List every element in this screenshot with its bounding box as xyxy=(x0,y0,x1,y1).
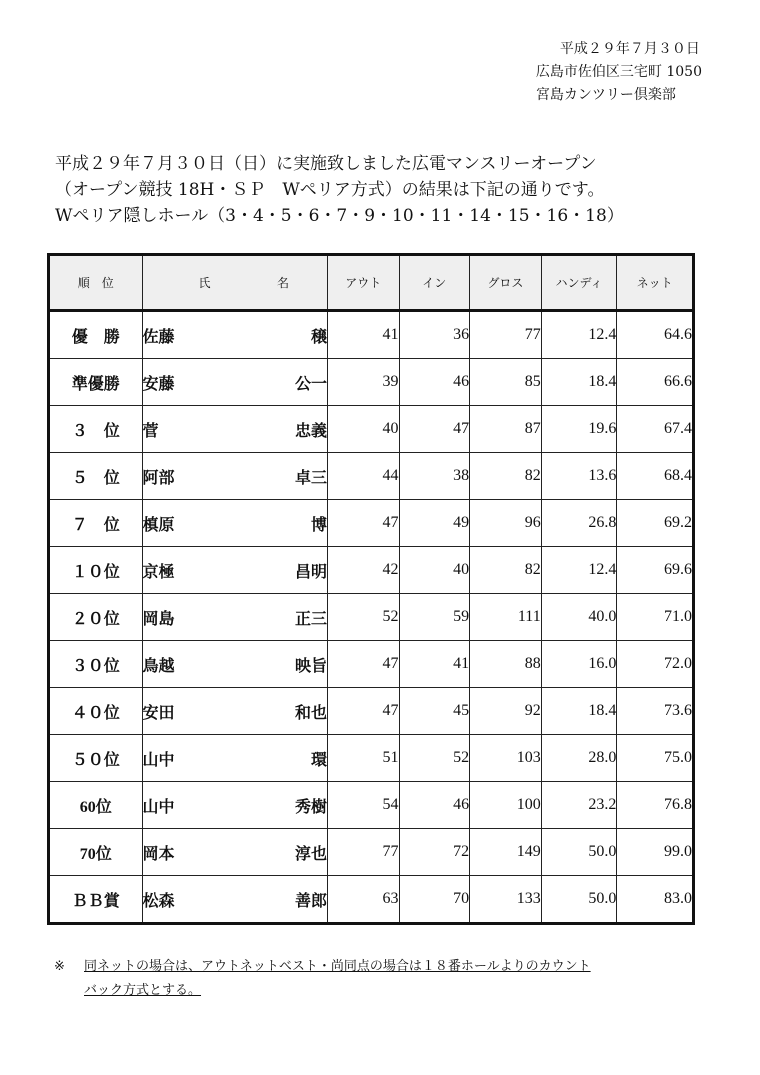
name-cell xyxy=(142,359,327,406)
net-cell: 66.6 xyxy=(617,359,694,406)
header-name-left: 氏 xyxy=(198,276,211,290)
handicap-cell: 23.2 xyxy=(541,782,617,829)
family-name: 山中 xyxy=(142,798,175,816)
handicap-cell: 13.6 xyxy=(541,453,617,500)
gross-cell: 149 xyxy=(470,829,542,876)
rank-cell: １０位 xyxy=(49,547,143,594)
family-name: 山中 xyxy=(142,751,175,769)
family-name: 京極 xyxy=(142,563,175,581)
given-name: 映旨 xyxy=(294,657,327,675)
header-handicap: ハンディ xyxy=(541,255,617,311)
header-name-right: 名 xyxy=(276,276,289,290)
given-name: 公一 xyxy=(294,375,327,393)
header-out: アウト xyxy=(327,255,399,311)
table-row xyxy=(49,641,694,688)
family-name: 岡本 xyxy=(142,845,175,863)
header-in: イン xyxy=(399,255,470,311)
handicap-cell: 50.0 xyxy=(541,876,617,924)
name-cell xyxy=(142,641,327,688)
note-line-2: バック方式とする。 xyxy=(84,983,202,998)
in-cell: 46 xyxy=(399,359,470,406)
net-cell: 83.0 xyxy=(617,876,694,924)
results-table xyxy=(47,253,695,925)
intro-line-1: 平成２９年７月３０日（日）に実施致しました広電マンスリーオープン xyxy=(55,154,597,174)
given-name: 穣 xyxy=(310,328,327,346)
name-cell xyxy=(142,829,327,876)
name-cell xyxy=(142,311,327,359)
table-row xyxy=(49,735,694,782)
out-cell: 51 xyxy=(327,735,399,782)
document-header xyxy=(536,38,702,107)
gross-cell: 77 xyxy=(470,311,542,359)
header-net: ネット xyxy=(617,255,694,311)
out-cell: 44 xyxy=(327,453,399,500)
given-name: 善郎 xyxy=(294,892,327,910)
table-row xyxy=(49,500,694,547)
handicap-cell: 26.8 xyxy=(541,500,617,547)
note-line-1: 同ネットの場合は、アウトネットベスト・尚同点の場合は１８番ホールよりのカウント xyxy=(84,959,591,974)
handicap-cell: 18.4 xyxy=(541,688,617,735)
table-header-row xyxy=(49,255,694,311)
rank-cell: ７ 位 xyxy=(49,500,143,547)
given-name: 和也 xyxy=(294,704,327,722)
out-cell: 47 xyxy=(327,500,399,547)
family-name: 安藤 xyxy=(142,375,175,393)
given-name: 淳也 xyxy=(294,845,327,863)
family-name: 菅 xyxy=(142,422,159,440)
net-cell: 99.0 xyxy=(617,829,694,876)
table-row xyxy=(49,829,694,876)
table-row xyxy=(49,311,694,359)
in-cell: 49 xyxy=(399,500,470,547)
rank-cell: 準優勝 xyxy=(49,359,143,406)
name-cell xyxy=(142,547,327,594)
gross-cell: 96 xyxy=(470,500,542,547)
rank-cell: ５０位 xyxy=(49,735,143,782)
given-name: 博 xyxy=(310,516,327,534)
table-row xyxy=(49,782,694,829)
net-cell: 71.0 xyxy=(617,594,694,641)
handicap-cell: 50.0 xyxy=(541,829,617,876)
family-name: 槙原 xyxy=(142,516,175,534)
out-cell: 41 xyxy=(327,311,399,359)
header-rank: 順 位 xyxy=(49,255,143,311)
out-cell: 63 xyxy=(327,876,399,924)
gross-cell: 88 xyxy=(470,641,542,688)
handicap-cell: 12.4 xyxy=(541,547,617,594)
family-name: 安田 xyxy=(142,704,175,722)
name-cell xyxy=(142,688,327,735)
club-address: 広島市佐伯区三宅町 1050 xyxy=(535,64,702,80)
name-cell xyxy=(142,782,327,829)
in-cell: 59 xyxy=(399,594,470,641)
out-cell: 47 xyxy=(327,688,399,735)
table-row xyxy=(49,406,694,453)
name-cell xyxy=(142,453,327,500)
rank-cell: ５ 位 xyxy=(49,453,143,500)
gross-cell: 82 xyxy=(470,547,542,594)
gross-cell: 92 xyxy=(470,688,542,735)
rank-cell: 70位 xyxy=(49,829,143,876)
net-cell: 64.6 xyxy=(617,311,694,359)
in-cell: 45 xyxy=(399,688,470,735)
in-cell: 46 xyxy=(399,782,470,829)
gross-cell: 87 xyxy=(470,406,542,453)
out-cell: 47 xyxy=(327,641,399,688)
handicap-cell: 19.6 xyxy=(541,406,617,453)
in-cell: 47 xyxy=(399,406,470,453)
rank-cell: ＢＢ賞 xyxy=(49,876,143,924)
out-cell: 40 xyxy=(327,406,399,453)
name-cell xyxy=(142,406,327,453)
in-cell: 52 xyxy=(399,735,470,782)
handicap-cell: 12.4 xyxy=(541,311,617,359)
intro-line-3: Wペリア隠しホール（3・4・5・6・7・9・10・11・14・15・16・18） xyxy=(55,206,624,226)
gross-cell: 111 xyxy=(470,594,542,641)
table-row xyxy=(49,594,694,641)
net-cell: 73.6 xyxy=(617,688,694,735)
net-cell: 68.4 xyxy=(617,453,694,500)
given-name: 昌明 xyxy=(294,563,327,581)
table-row xyxy=(49,876,694,924)
rank-cell: 60位 xyxy=(49,782,143,829)
in-cell: 40 xyxy=(399,547,470,594)
in-cell: 72 xyxy=(399,829,470,876)
family-name: 阿部 xyxy=(142,469,175,487)
net-cell: 72.0 xyxy=(617,641,694,688)
handicap-cell: 40.0 xyxy=(541,594,617,641)
rank-cell: ３ 位 xyxy=(49,406,143,453)
handicap-cell: 28.0 xyxy=(541,735,617,782)
given-name: 忠義 xyxy=(294,422,327,440)
name-cell xyxy=(142,876,327,924)
family-name: 岡島 xyxy=(142,610,175,628)
rank-cell: 優 勝 xyxy=(49,311,143,359)
document-date: 平成２９年７月３０日 xyxy=(559,41,700,57)
family-name: 鳥越 xyxy=(142,657,175,675)
gross-cell: 85 xyxy=(470,359,542,406)
table-row xyxy=(49,547,694,594)
net-cell: 69.2 xyxy=(617,500,694,547)
net-cell: 69.6 xyxy=(617,547,694,594)
family-name: 佐藤 xyxy=(142,328,175,346)
in-cell: 38 xyxy=(399,453,470,500)
in-cell: 36 xyxy=(399,311,470,359)
given-name: 正三 xyxy=(294,610,327,628)
club-name: 宮島カンツリー倶楽部 xyxy=(535,87,676,103)
table-row xyxy=(49,359,694,406)
out-cell: 42 xyxy=(327,547,399,594)
out-cell: 77 xyxy=(327,829,399,876)
out-cell: 54 xyxy=(327,782,399,829)
net-cell: 75.0 xyxy=(617,735,694,782)
rank-cell: ３０位 xyxy=(49,641,143,688)
gross-cell: 133 xyxy=(470,876,542,924)
out-cell: 52 xyxy=(327,594,399,641)
note-mark: ※ xyxy=(54,959,65,974)
given-name: 環 xyxy=(310,751,327,769)
name-cell xyxy=(142,500,327,547)
in-cell: 70 xyxy=(399,876,470,924)
family-name: 松森 xyxy=(142,892,175,910)
handicap-cell: 18.4 xyxy=(541,359,617,406)
out-cell: 39 xyxy=(327,359,399,406)
name-cell xyxy=(142,594,327,641)
given-name: 秀樹 xyxy=(294,798,327,816)
gross-cell: 100 xyxy=(470,782,542,829)
name-cell xyxy=(142,735,327,782)
intro-paragraph xyxy=(55,151,715,229)
footnote xyxy=(54,955,591,1003)
header-name xyxy=(142,255,327,311)
handicap-cell: 16.0 xyxy=(541,641,617,688)
table-row xyxy=(49,688,694,735)
given-name: 卓三 xyxy=(294,469,327,487)
rank-cell: ２０位 xyxy=(49,594,143,641)
net-cell: 76.8 xyxy=(617,782,694,829)
net-cell: 67.4 xyxy=(617,406,694,453)
intro-line-2: （オープン競技 18H・ＳＰ Wペリア方式）の結果は下記の通りです。 xyxy=(55,180,605,200)
gross-cell: 82 xyxy=(470,453,542,500)
gross-cell: 103 xyxy=(470,735,542,782)
table-row xyxy=(49,453,694,500)
rank-cell: ４０位 xyxy=(49,688,143,735)
in-cell: 41 xyxy=(399,641,470,688)
header-gross: グロス xyxy=(470,255,542,311)
